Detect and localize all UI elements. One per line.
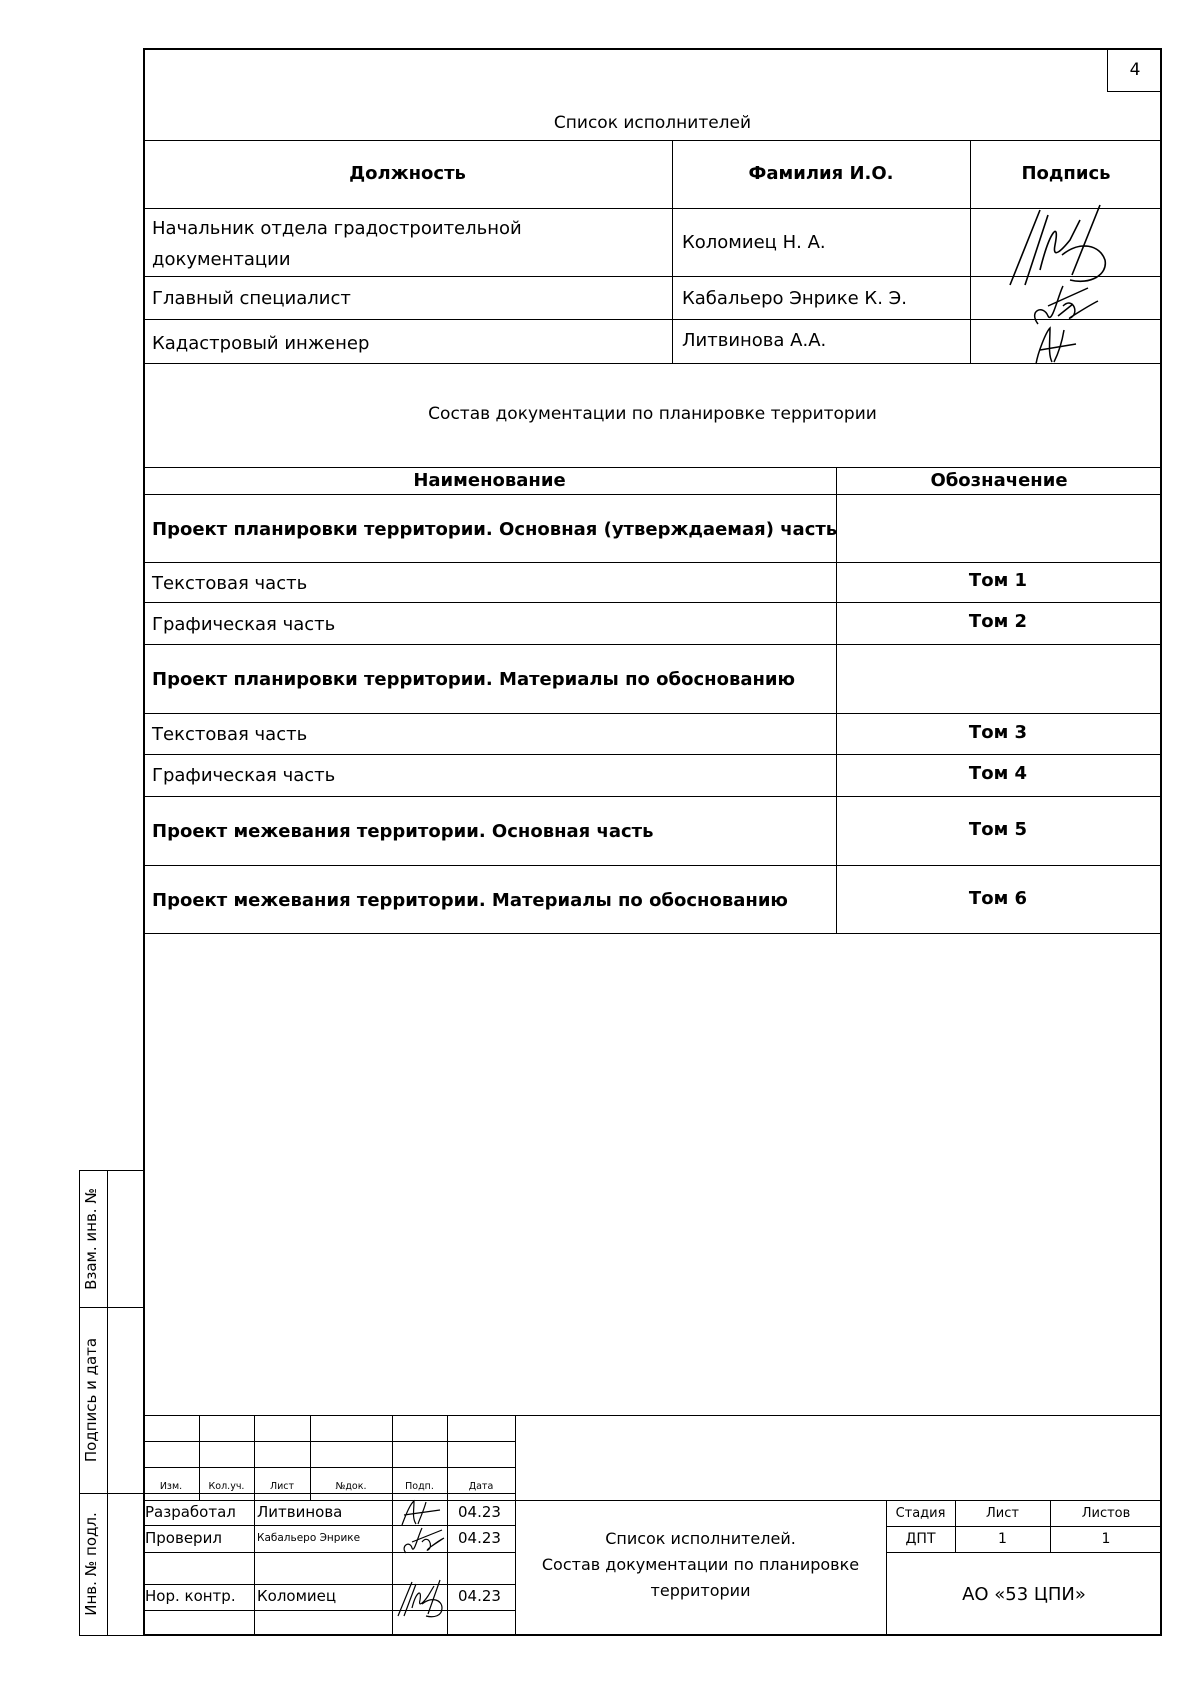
tb-role-date: 04.23	[458, 1587, 501, 1605]
composition-row-line	[143, 754, 1162, 755]
title-block-col	[254, 1415, 255, 1636]
composition-row-name: Графическая часть	[152, 765, 336, 786]
tb-header-koluch: Кол.уч.	[208, 1481, 245, 1492]
tb-role-name: Коломиец	[257, 1587, 337, 1605]
composition-row-designation: Том 6	[968, 888, 1028, 909]
signature-litvinova	[1028, 322, 1098, 367]
composition-header-name: Наименование	[413, 470, 566, 491]
tb-header-data: Дата	[468, 1481, 494, 1492]
tb-role-name: Кабальеро Энрике	[257, 1532, 361, 1544]
composition-row-line	[143, 713, 1162, 714]
tb-sheets-header: Листов	[1081, 1506, 1131, 1521]
composition-row-line	[143, 865, 1162, 866]
title-block-line	[886, 1526, 1162, 1527]
composition-row-line	[143, 562, 1162, 563]
composition-row-designation: Том 1	[968, 570, 1028, 591]
performer-position: Главный специалист	[152, 288, 351, 309]
composition-row-name: Текстовая часть	[152, 724, 308, 745]
performers-bottom-line	[143, 363, 1162, 364]
tb-role-name: Литвинова	[257, 1503, 343, 1521]
sheet-number: 4	[1129, 60, 1141, 80]
tb-doc-title: территории	[650, 1581, 751, 1600]
tb-organization: АО «53 ЦПИ»	[962, 1584, 1086, 1605]
composition-row-line	[143, 644, 1162, 645]
performers-top-line	[143, 140, 1162, 141]
composition-row-name: Проект планировки территории. Материалы по обоснованию	[152, 669, 796, 690]
composition-row-name: Проект планировки территории. Основная (утверждаемая) часть	[152, 519, 838, 540]
composition-header-line	[143, 494, 1162, 495]
tb-role-date: 04.23	[458, 1529, 501, 1547]
performer-position: Кадастровый инженер	[152, 333, 370, 354]
composition-row-name: Текстовая часть	[152, 573, 308, 594]
composition-top-line	[143, 467, 1162, 468]
side-stamp-inv-orig: Инв. № подл.	[82, 1512, 100, 1616]
title-block-col	[515, 1415, 516, 1636]
composition-row-line	[143, 796, 1162, 797]
composition-row-designation: Том 2	[968, 611, 1028, 632]
performer-name: Кабальеро Энрике К. Э.	[682, 288, 907, 309]
performers-row-line	[143, 319, 1162, 320]
composition-row-line	[143, 602, 1162, 603]
title-block-line	[143, 1610, 515, 1611]
title-block-line	[143, 1552, 515, 1553]
tb-header-ndok: №док.	[335, 1481, 367, 1492]
composition-bottom-line	[143, 933, 1162, 934]
composition-row-designation: Том 4	[968, 763, 1028, 784]
tb-header-podp: Подп.	[405, 1481, 434, 1492]
tb-role: Разработал	[145, 1503, 236, 1521]
performer-name: Литвинова А.А.	[682, 330, 827, 351]
tb-header-izm: Изм.	[159, 1481, 183, 1492]
tb-role: Нор. контр.	[145, 1587, 236, 1605]
tb-header-list: Лист	[269, 1481, 295, 1492]
tb-role: Проверил	[145, 1529, 222, 1547]
tb-doc-title: Список исполнителей.	[605, 1529, 796, 1548]
composition-row-designation: Том 5	[968, 819, 1028, 840]
tb-role-date: 04.23	[458, 1503, 501, 1521]
side-stamp-sign-date: Подпись и дата	[82, 1337, 100, 1463]
composition-title: Состав документации по планировке территории	[428, 404, 877, 424]
title-block-line	[143, 1500, 1162, 1501]
tb-stage-header: Стадия	[895, 1506, 946, 1521]
title-block-top-line	[143, 1415, 1162, 1416]
title-block-col	[886, 1500, 887, 1636]
title-block-col	[392, 1415, 393, 1636]
performers-header-name: Фамилия И.О.	[748, 163, 894, 184]
tb-sheet-header: Лист	[986, 1506, 1019, 1521]
signature-norm-control	[394, 1578, 449, 1618]
signature-kabalero	[1018, 276, 1108, 326]
composition-row-name: Проект межевания территории. Основная часть	[152, 821, 654, 842]
composition-header-designation: Обозначение	[930, 470, 1068, 491]
title-block-line	[143, 1584, 515, 1585]
signature-checked	[396, 1524, 451, 1554]
side-stamp-replace-inv: Взам. инв. №	[82, 1188, 100, 1290]
performers-header-signature: Подпись	[1021, 163, 1111, 184]
performers-header-position: Должность	[349, 163, 466, 184]
composition-row-name: Проект межевания территории. Материалы по обоснованию	[152, 890, 788, 911]
performer-position: Начальник отдела градостроительной	[152, 218, 522, 239]
performer-position: документации	[152, 249, 291, 270]
tb-sheet: 1	[998, 1531, 1007, 1547]
title-block-line	[143, 1525, 515, 1526]
performer-name: Коломиец Н. А.	[682, 232, 826, 253]
signature-developed	[396, 1498, 456, 1526]
tb-sheets: 1	[1101, 1531, 1111, 1547]
title-block-line	[886, 1552, 1162, 1553]
tb-stage: ДПТ	[905, 1531, 936, 1547]
composition-row-name: Графическая часть	[152, 614, 336, 635]
performers-title: Список исполнителей	[553, 113, 752, 133]
side-stamp-divider	[107, 1170, 108, 1636]
tb-doc-title: Состав документации по планировке	[541, 1555, 860, 1574]
side-stamp-divider	[79, 1493, 143, 1494]
composition-row-designation: Том 3	[968, 722, 1028, 743]
